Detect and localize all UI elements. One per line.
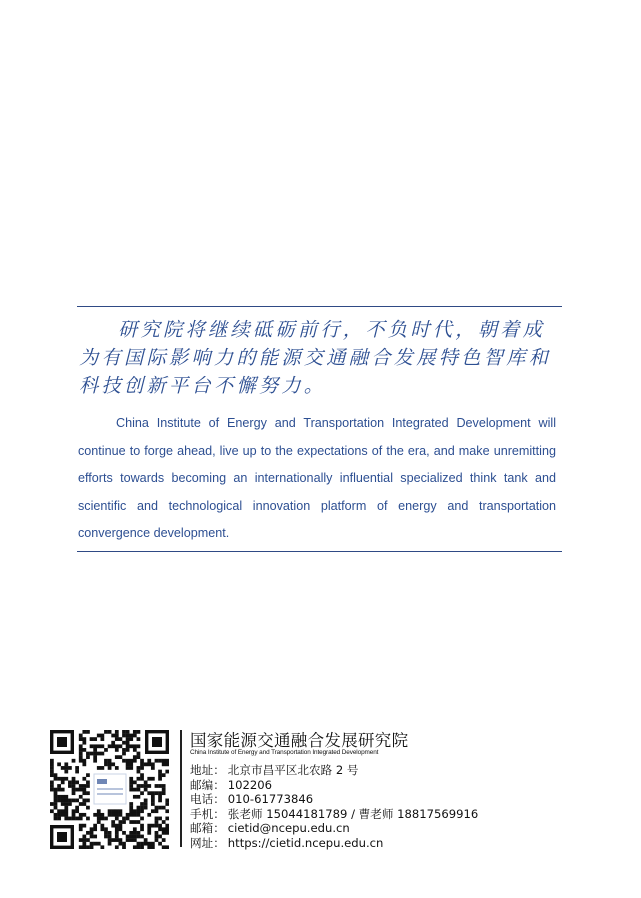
contact-website [190, 836, 478, 851]
contact-value[interactable]: https://cietid.ncepu.edu.cn [227, 835, 384, 850]
contact-address [190, 763, 478, 778]
contact-email [190, 821, 478, 836]
org-name-english: China Institute of Energy and Transportation Integrated Development [190, 749, 379, 756]
contact-label: 地址： [190, 763, 225, 777]
contact-value: 张老师 15044181789 / 曹老师 18817569916 [227, 806, 479, 821]
qr-code-icon [50, 730, 169, 849]
contact-value: 102206 [227, 777, 273, 792]
contact-phone [190, 792, 478, 807]
contact-value[interactable]: cietid@ncepu.edu.cn [227, 821, 350, 836]
contact-mobile [190, 807, 478, 822]
contact-label: 邮箱： [190, 821, 225, 836]
contact-label: 电话： [190, 792, 225, 807]
contact-info [190, 763, 478, 851]
contact-value: 010-61773846 [227, 792, 314, 807]
org-name-chinese: 国家能源交通融合发展研究院 [190, 731, 409, 750]
contact-value: 北京市昌平区北农路 2 号 [227, 763, 359, 777]
statement-chinese: 研究院将继续砥砺前行，不负时代，朝着成为有国际影响力的能源交通融合发展特色智库和科技创新平台不懈努力。 [79, 318, 552, 397]
bottom-divider [77, 551, 562, 552]
contact-postcode [190, 778, 478, 793]
statement-english: China Institute of Energy and Transportation Integrated Development will continue to forge ahead, live up to the expectations of the era, and make unremitting efforts towards becoming an internationally influential specialized think tank and scientific and technological innovation platform of energy and transportation convergence development. [78, 416, 556, 540]
contact-label: 网址： [190, 835, 225, 850]
top-divider [77, 306, 562, 307]
footer-separator [180, 730, 182, 847]
contact-label: 手机： [190, 806, 225, 821]
contact-label: 邮编： [190, 777, 225, 792]
